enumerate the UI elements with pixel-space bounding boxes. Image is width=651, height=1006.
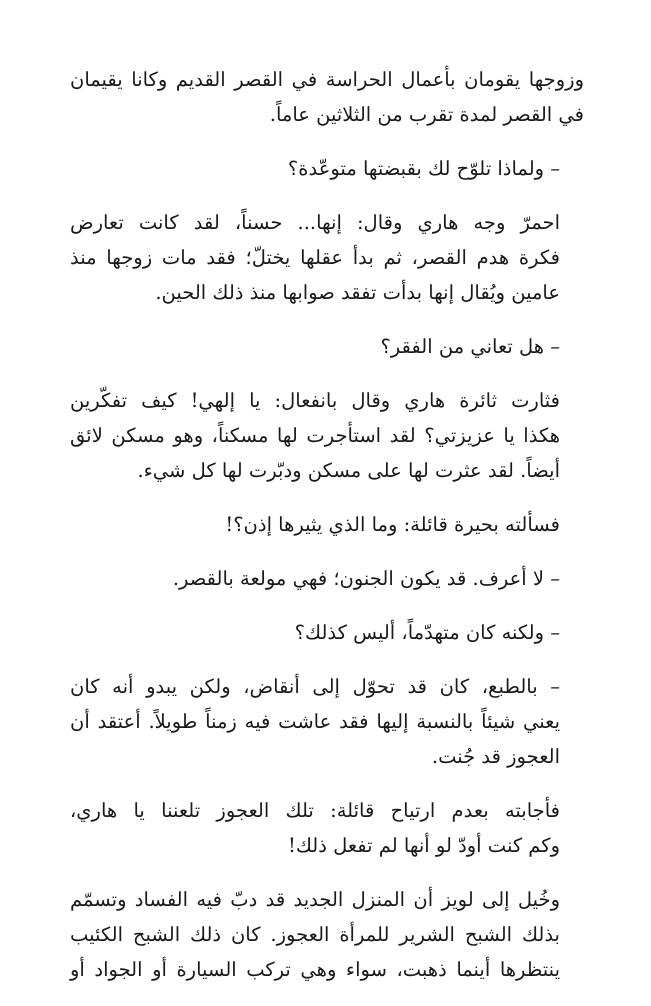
book-page — [70, 62, 584, 1006]
text-line: في القصر لمدة تقرب من الثلاثين عاماً. — [269, 103, 584, 126]
paragraph-11 — [70, 882, 584, 987]
text-line: احمرّ وجه هاري وقال: إنها... حسناً، لقد كانت تعارض — [70, 211, 560, 234]
paragraph-9 — [70, 669, 584, 774]
text-line: فكرة هدم القصر، ثم بدأ عقلها يختلّ؛ فقد مات زوجها منذ — [70, 246, 560, 269]
text-line: وخُيل إلى لويز أن المنزل الجديد قد دبّ فيه الفساد وتسمّم — [70, 888, 560, 911]
text-line: فثارت ثائرة هاري وقال بانفعال: يا إلهي! كيف تفكّرين — [70, 389, 560, 412]
text-line: فأجابته بعدم ارتياح قائلة: تلك العجوز تلعننا يا هاري، — [70, 799, 560, 822]
text-line: – لا أعرف. قد يكون الجنون؛ فهي مولعة بالقصر. — [172, 567, 560, 590]
paragraph-5 — [70, 383, 584, 488]
text-line: – بالطبع، كان قد تحوّل إلى أنقاض، ولكن يبدو أنه كان — [70, 675, 560, 698]
text-line: عامين ويُقال إنها بدأت تفقد صوابها منذ ذلك الحين. — [155, 281, 560, 304]
text-line: يعني شيئاً بالنسبة إليها فقد عاشت فيه زمناً طويلاً. أعتقد أن — [70, 710, 560, 733]
text-line: – ولكنه كان متهدّماً، أليس كذلك؟ — [294, 621, 560, 644]
paragraph-2 — [70, 151, 584, 186]
text-line: – هل تعاني من الفقر؟ — [380, 335, 560, 358]
paragraph-4 — [70, 329, 584, 364]
text-line: هكذا يا عزيزتي؟ لقد استأجرت لها مسكناً، وهو مسكن لائق — [70, 424, 560, 447]
text-line: العجوز قد جُنت. — [431, 745, 560, 768]
paragraph-3 — [70, 205, 584, 310]
text-line: ينتظرها أينما ذهبت، سواء وهي تركب السيارة أو الجواد أو — [70, 958, 560, 981]
text-line: أيضاً. لقد عثرت لها على مسكن ودبّرت لها كل شيء. — [137, 459, 560, 482]
paragraph-8 — [70, 615, 584, 650]
paragraph-7 — [70, 561, 584, 596]
text-line: وكم كنت أودّ لو أنها لم تفعل ذلك! — [288, 834, 560, 857]
paragraph-10 — [70, 793, 584, 863]
text-line: – ولماذا تلوّح لك بقبضتها متوعّدة؟ — [287, 157, 560, 180]
paragraph-1 — [70, 62, 584, 132]
text-line: وزوجها يقومان بأعمال الحراسة في القصر القديم وكانا يقيمان — [70, 68, 584, 91]
text-line: فسألته بحيرة قائلة: وما الذي يثيرها إذن؟! — [225, 513, 560, 536]
text-line: بذلك الشبح الشرير للمرأة العجوز. كان ذلك الشبح الكئيب — [70, 923, 560, 946]
paragraph-6 — [70, 507, 584, 542]
